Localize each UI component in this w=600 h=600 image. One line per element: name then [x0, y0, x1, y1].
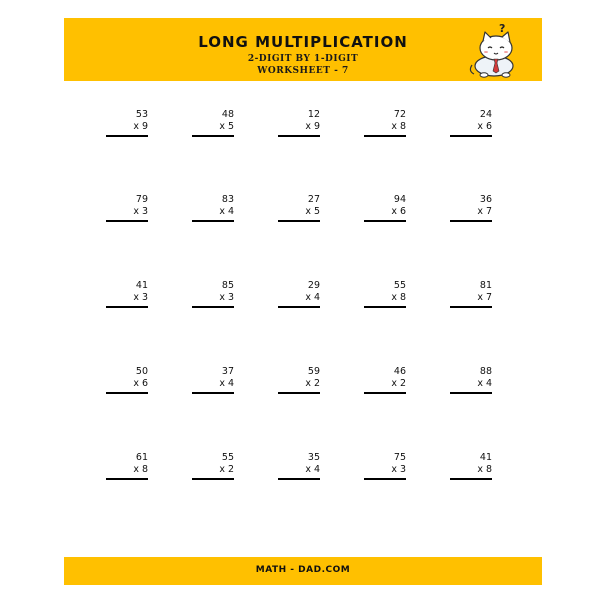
multiplier: x 5: [219, 121, 234, 132]
answer-line: [364, 306, 406, 308]
multiplier: x 3: [133, 292, 148, 303]
multiplier: x 4: [219, 378, 234, 389]
problem-1-3: [278, 109, 320, 143]
worksheet-page: [64, 18, 542, 585]
multiplicand: 48: [221, 109, 234, 120]
multiplier: x 7: [477, 206, 492, 217]
multiplier: x 8: [391, 121, 406, 132]
multiplier: x 8: [391, 292, 406, 303]
multiplicand: 75: [393, 452, 406, 463]
multiplicand: 59: [307, 366, 320, 377]
problem-2-1: [106, 194, 148, 228]
multiplier: x 4: [219, 206, 234, 217]
multiplier: x 3: [219, 292, 234, 303]
problem-3-4: [364, 280, 406, 314]
answer-line: [106, 220, 148, 222]
multiplicand: 61: [135, 452, 148, 463]
problem-3-2: [192, 280, 234, 314]
multiplicand: 29: [307, 280, 320, 291]
answer-line: [278, 478, 320, 480]
problem-2-2: [192, 194, 234, 228]
multiplicand: 37: [221, 366, 234, 377]
answer-line: [192, 478, 234, 480]
multiplicand: 81: [479, 280, 492, 291]
problem-3-5: [450, 280, 492, 314]
problem-4-5: [450, 366, 492, 400]
page-subtitle: 2-DIGIT BY 1-DIGIT: [247, 54, 359, 64]
problem-1-4: [364, 109, 406, 143]
multiplier: x 8: [133, 464, 148, 475]
multiplier: x 3: [133, 206, 148, 217]
page-title: LONG MULTIPLICATION: [198, 33, 408, 51]
multiplicand: 53: [135, 109, 148, 120]
multiplier: x 6: [133, 378, 148, 389]
multiplier: x 4: [305, 464, 320, 475]
svg-text:?: ?: [499, 22, 506, 35]
answer-line: [106, 392, 148, 394]
multiplier: x 6: [477, 121, 492, 132]
answer-line: [192, 392, 234, 394]
multiplicand: 46: [393, 366, 406, 377]
multiplicand: 79: [135, 194, 148, 205]
multiplier: x 7: [477, 292, 492, 303]
problem-2-5: [450, 194, 492, 228]
problem-2-4: [364, 194, 406, 228]
multiplier: x 9: [133, 121, 148, 132]
answer-line: [364, 220, 406, 222]
answer-line: [106, 478, 148, 480]
multiplier: x 5: [305, 206, 320, 217]
problem-5-2: [192, 452, 234, 486]
problem-2-3: [278, 194, 320, 228]
multiplicand: 35: [307, 452, 320, 463]
problem-5-1: [106, 452, 148, 486]
multiplier: x 2: [305, 378, 320, 389]
multiplier: x 2: [219, 464, 234, 475]
multiplier: x 3: [391, 464, 406, 475]
answer-line: [364, 478, 406, 480]
answer-line: [450, 220, 492, 222]
multiplicand: 94: [393, 194, 406, 205]
multiplicand: 41: [479, 452, 492, 463]
answer-line: [364, 135, 406, 137]
answer-line: [278, 135, 320, 137]
multiplier: x 2: [391, 378, 406, 389]
multiplicand: 55: [393, 280, 406, 291]
problem-4-1: [106, 366, 148, 400]
answer-line: [364, 392, 406, 394]
multiplicand: 36: [479, 194, 492, 205]
multiplicand: 85: [221, 280, 234, 291]
answer-line: [278, 392, 320, 394]
footer-site: MATH - DAD.COM: [255, 565, 351, 575]
multiplier: x 8: [477, 464, 492, 475]
answer-line: [106, 306, 148, 308]
problem-1-2: [192, 109, 234, 143]
answer-line: [278, 306, 320, 308]
problem-5-5: [450, 452, 492, 486]
answer-line: [106, 135, 148, 137]
problem-4-2: [192, 366, 234, 400]
multiplicand: 50: [135, 366, 148, 377]
multiplicand: 12: [307, 109, 320, 120]
problem-3-1: [106, 280, 148, 314]
answer-line: [192, 135, 234, 137]
answer-line: [192, 306, 234, 308]
footer-banner: [64, 557, 542, 585]
problem-1-5: [450, 109, 492, 143]
multiplicand: 55: [221, 452, 234, 463]
multiplicand: 88: [479, 366, 492, 377]
multiplier: x 6: [391, 206, 406, 217]
problem-4-3: [278, 366, 320, 400]
answer-line: [192, 220, 234, 222]
answer-line: [450, 135, 492, 137]
multiplicand: 27: [307, 194, 320, 205]
problem-5-4: [364, 452, 406, 486]
problem-5-3: [278, 452, 320, 486]
multiplicand: 24: [479, 109, 492, 120]
problem-1-1: [106, 109, 148, 143]
problem-grid: [64, 18, 542, 585]
problem-3-3: [278, 280, 320, 314]
multiplier: x 9: [305, 121, 320, 132]
worksheet-label: WORKSHEET - 7: [257, 66, 349, 76]
problem-4-4: [364, 366, 406, 400]
multiplier: x 4: [305, 292, 320, 303]
multiplicand: 83: [221, 194, 234, 205]
multiplier: x 4: [477, 378, 492, 389]
multiplicand: 41: [135, 280, 148, 291]
answer-line: [450, 306, 492, 308]
answer-line: [278, 220, 320, 222]
answer-line: [450, 478, 492, 480]
multiplicand: 72: [393, 109, 406, 120]
answer-line: [450, 392, 492, 394]
